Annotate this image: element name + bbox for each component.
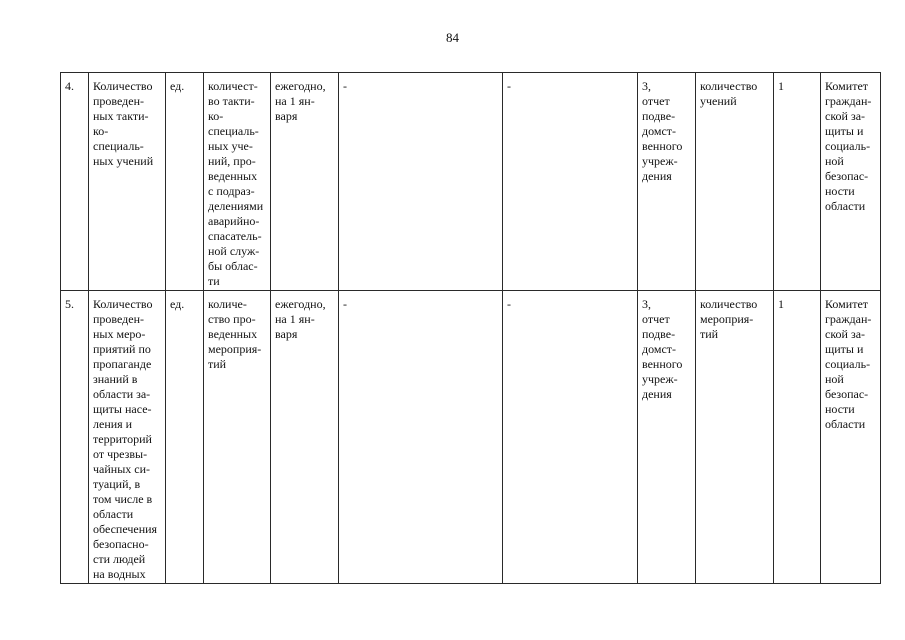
page-number: 84 [446, 30, 459, 45]
indicator-text: Количество проведен- ных такти- ко- специаль- ных учений [93, 79, 154, 168]
table-row [61, 73, 881, 291]
responsible-cell [821, 291, 881, 584]
indicator-text: Количество проведен- ных меро- приятий по пропаганде знаний в области за- щиты насе- ления и территорий от чрезвы- чайных си- туаций, в том числе в области обеспечения безопасно- сти людей на водных [93, 297, 158, 581]
measure-cell [696, 73, 774, 291]
responsible-text: Комитет граждан- ской за- щиты и социаль- ной безопас- ности области [825, 297, 872, 431]
dash-text: - [507, 79, 511, 93]
unit-cell [166, 73, 204, 291]
row-number-cell [61, 73, 89, 291]
definition-cell [204, 73, 271, 291]
table-row [61, 291, 881, 584]
periodicity-text: ежегодно, на 1 ян- варя [275, 79, 326, 123]
dash-text: - [343, 79, 347, 93]
source-text: 3, отчет подве- домст- венного учреж- дения [642, 297, 683, 401]
source-cell [638, 291, 696, 584]
unit-text: ед. [170, 297, 185, 311]
row-number: 5. [65, 297, 74, 311]
periodicity-text: ежегодно, на 1 ян- варя [275, 297, 326, 341]
dash-cell [503, 291, 638, 584]
source-text: 3, отчет подве- домст- венного учреж- дения [642, 79, 683, 183]
measure-text: количество мероприя- тий [700, 297, 758, 341]
unit-text: ед. [170, 79, 185, 93]
responsible-text: Комитет граждан- ской за- щиты и социаль- ной безопас- ности области [825, 79, 872, 213]
definition-cell [204, 291, 271, 584]
value-text: 1 [778, 79, 784, 93]
periodicity-cell [271, 291, 339, 584]
measure-cell [696, 291, 774, 584]
dash-cell [503, 73, 638, 291]
row-number: 4. [65, 79, 74, 93]
dash-text: - [507, 297, 511, 311]
periodicity-cell [271, 73, 339, 291]
value-text: 1 [778, 297, 784, 311]
indicator-cell [89, 291, 166, 584]
row-number-cell [61, 291, 89, 584]
responsible-cell [821, 73, 881, 291]
measure-text: количество учений [700, 79, 758, 108]
dash-cell [339, 291, 503, 584]
dash-cell [339, 73, 503, 291]
definition-text: количе- ство про- веденных мероприя- тий [208, 297, 262, 371]
source-cell [638, 73, 696, 291]
unit-cell [166, 291, 204, 584]
value-cell [774, 73, 821, 291]
indicators-table [60, 72, 881, 584]
dash-text: - [343, 297, 347, 311]
indicator-cell [89, 73, 166, 291]
definition-text: количест- во такти- ко- специаль- ных уче- ний, про- веденных с подраз- делениями аварийно- спасатель- ной служ- бы облас- ти [208, 79, 264, 288]
value-cell [774, 291, 821, 584]
